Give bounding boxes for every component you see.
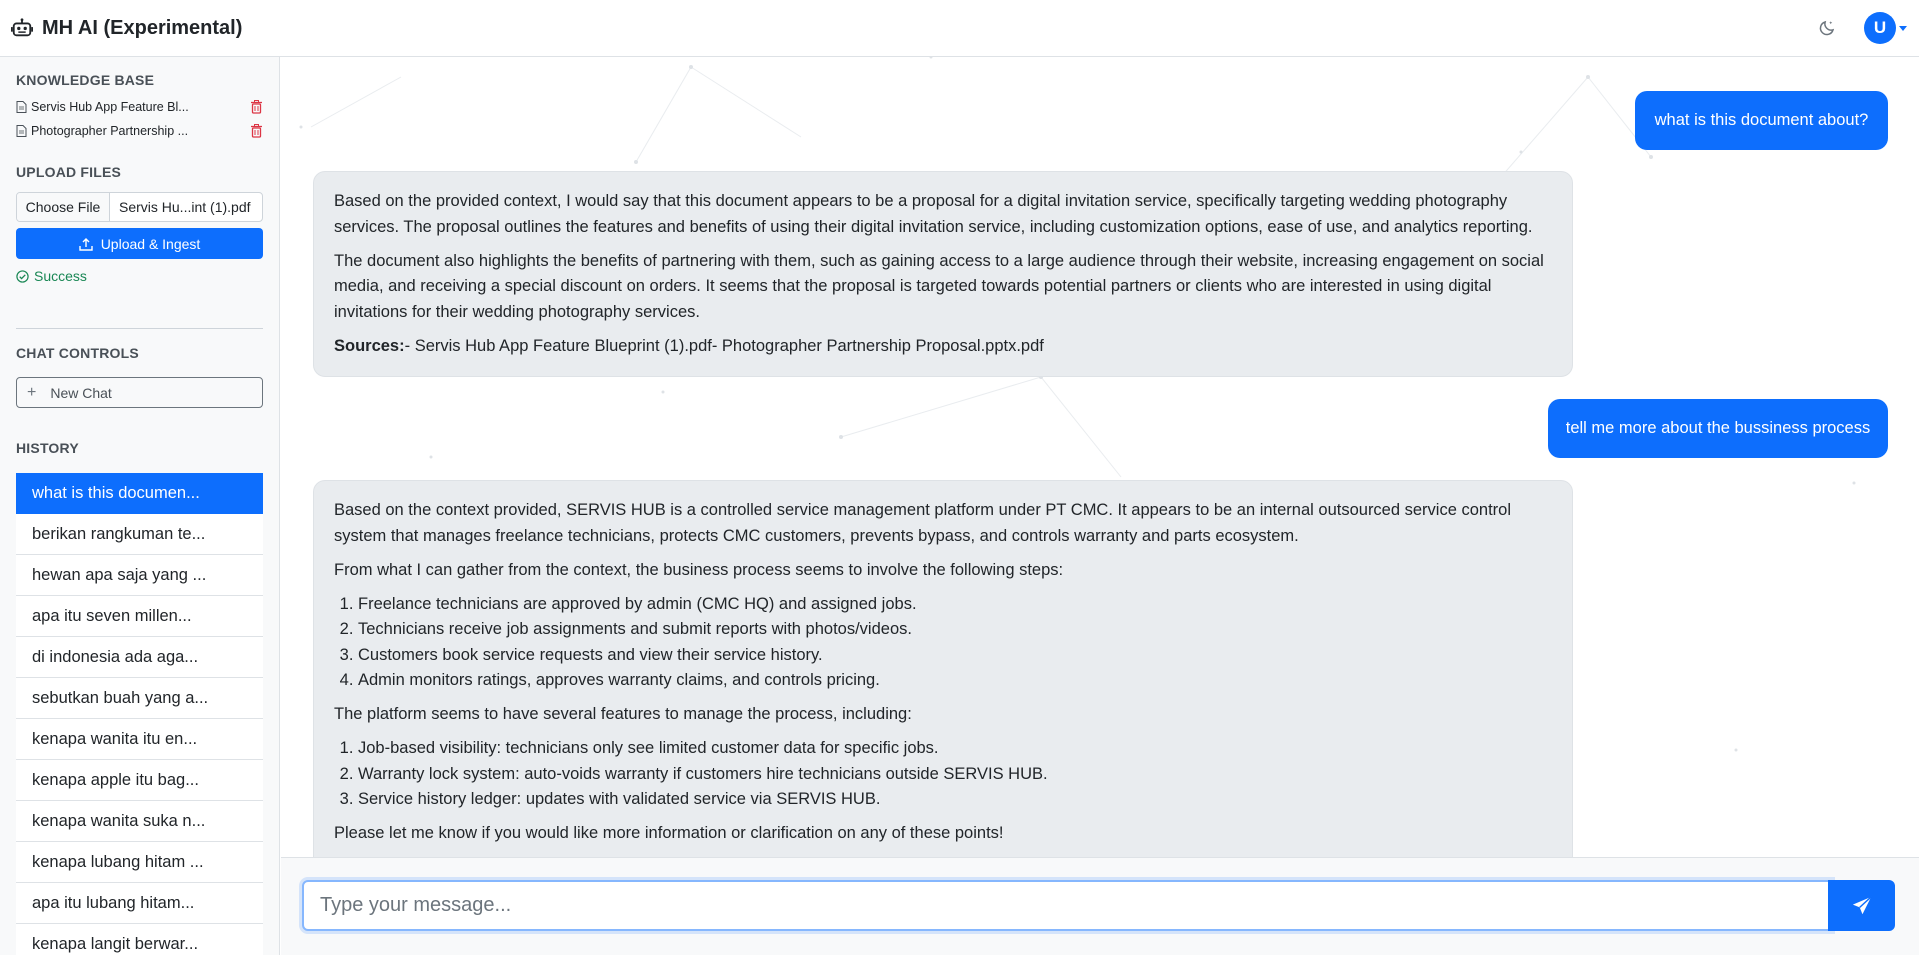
history-item[interactable]: sebutkan buah yang a... [16,678,263,719]
list-item: 3. Service history ledger: updates with validated service via SERVIS HUB. [358,787,1552,813]
history-list [16,473,263,955]
new-chat-label: New Chat [50,384,112,401]
chevron-down-icon [1899,26,1907,31]
history-item[interactable]: what is this documen... [16,473,263,514]
user-message: tell me more about the bussiness process [1548,399,1888,458]
history-item[interactable]: di indonesia ada aga... [16,637,263,678]
list-item: 1. Freelance technicians are approved by admin (CMC HQ) and assigned jobs. [358,592,1552,618]
history-item[interactable]: kenapa langit berwar... [16,924,263,955]
trash-icon[interactable] [250,124,263,138]
sidebar-divider [16,328,263,329]
history-item[interactable]: kenapa apple itu bag... [16,760,263,801]
assistant-sources [334,334,1552,360]
history-item[interactable]: hewan apa saja yang ... [16,555,263,596]
message-input[interactable] [302,880,1832,931]
top-navbar [0,0,1919,57]
knowledge-base-title: KNOWLEDGE BASE [16,72,155,88]
assistant-message [313,480,1573,857]
kb-file-item [16,97,264,117]
file-icon [16,101,27,113]
plus-icon: + [27,383,37,401]
user-message: what is this document about? [1635,91,1888,150]
history-item[interactable]: berikan rangkuman te... [16,514,263,555]
assistant-message [313,171,1573,377]
upload-icon [79,237,93,251]
sources-label: Sources: [334,336,405,355]
history-item[interactable]: apa itu seven millen... [16,596,263,637]
chat-controls-title: CHAT CONTROLS [16,345,139,361]
upload-files-title: UPLOAD FILES [16,164,122,180]
steps-list [358,592,1552,694]
upload-ingest-button[interactable] [16,228,263,259]
chat-area [281,57,1919,857]
assistant-paragraph: The document also highlights the benefits of partnering with them, such as gaining access to a large audience through their website, increasing engagement on social media, and receiving a special discount on orders. It seems that the proposal is targeted towards potential partners or clients who are interested in using digital invitations for their wedding photography services. [334,251,1544,321]
upload-ingest-label: Upload & Ingest [100,235,201,252]
assistant-paragraph: Based on the context provided, SERVIS HUB is a controlled service management platform under PT CMC. It appears to be an internal outsourced service control system that manages freelance technicians, protects CMC customers, prevents bypass, and controls warranty and parts ecosystem. [334,501,1511,545]
app-title: MH AI (Experimental) [42,16,243,39]
history-item[interactable]: apa itu lubang hitam... [16,883,263,924]
assistant-paragraph: From what I can gather from the context, the business process seems to involve the following steps: [334,560,1064,579]
send-icon [1851,895,1873,917]
kb-file-name: Servis Hub App Feature Bl... [31,100,189,114]
theme-toggle-button[interactable] [1815,16,1839,40]
upload-status-text: Success [34,268,87,284]
send-button[interactable] [1828,880,1895,931]
history-item[interactable]: kenapa lubang hitam ... [16,842,263,883]
list-item: 2. Technicians receive job assignments and submit reports with photos/videos. [358,617,1552,643]
trash-icon[interactable] [250,100,263,114]
history-title: HISTORY [16,440,79,456]
assistant-paragraph: Please let me know if you would like more information or clarification on any of these points! [334,824,1004,842]
upload-status [16,268,87,284]
check-circle-icon [16,270,29,283]
assistant-paragraph: Based on the provided context, I would say that this document appears to be a proposal for a digital invitation service, specifically targeting wedding photography services. The proposal outlines the features and benefits of using their digital invitation service, including customization options, ease of use, and analytics reporting. [334,192,1533,236]
kb-file-item [16,121,264,141]
list-item: 2. Warranty lock system: auto-voids warranty if customers hire technicians outside SERVIS HUB. [358,762,1552,788]
list-item: 3. Customers book service requests and view their service history. [358,643,1552,669]
selected-file-name: Servis Hu...int (1).pdf [119,199,251,215]
user-menu-toggle[interactable] [1864,12,1907,44]
sidebar [0,57,280,955]
brand[interactable] [11,17,242,40]
assistant-paragraph: The platform seems to have several features to manage the process, including: [334,705,912,723]
sources-text: - Servis Hub App Feature Blueprint (1).pdf- Photographer Partnership Proposal.pptx.pdf [404,336,1044,355]
avatar: U [1864,12,1896,44]
new-chat-button[interactable] [16,377,263,408]
history-item[interactable]: kenapa wanita itu en... [16,719,263,760]
kb-file-name: Photographer Partnership ... [31,124,189,138]
file-icon [16,125,27,137]
history-item[interactable]: kenapa wanita suka n... [16,801,263,842]
message-composer [281,857,1919,955]
file-input[interactable] [16,192,263,222]
moon-stars-icon [1818,19,1836,37]
robot-icon [11,17,33,39]
list-item: 1. Job-based visibility: technicians only see limited customer data for specific jobs. [358,736,1552,762]
choose-file-button[interactable]: Choose File [17,193,110,221]
list-item: 4. Admin monitors ratings, approves warranty claims, and controls pricing. [358,668,1552,694]
features-list [358,736,1552,813]
